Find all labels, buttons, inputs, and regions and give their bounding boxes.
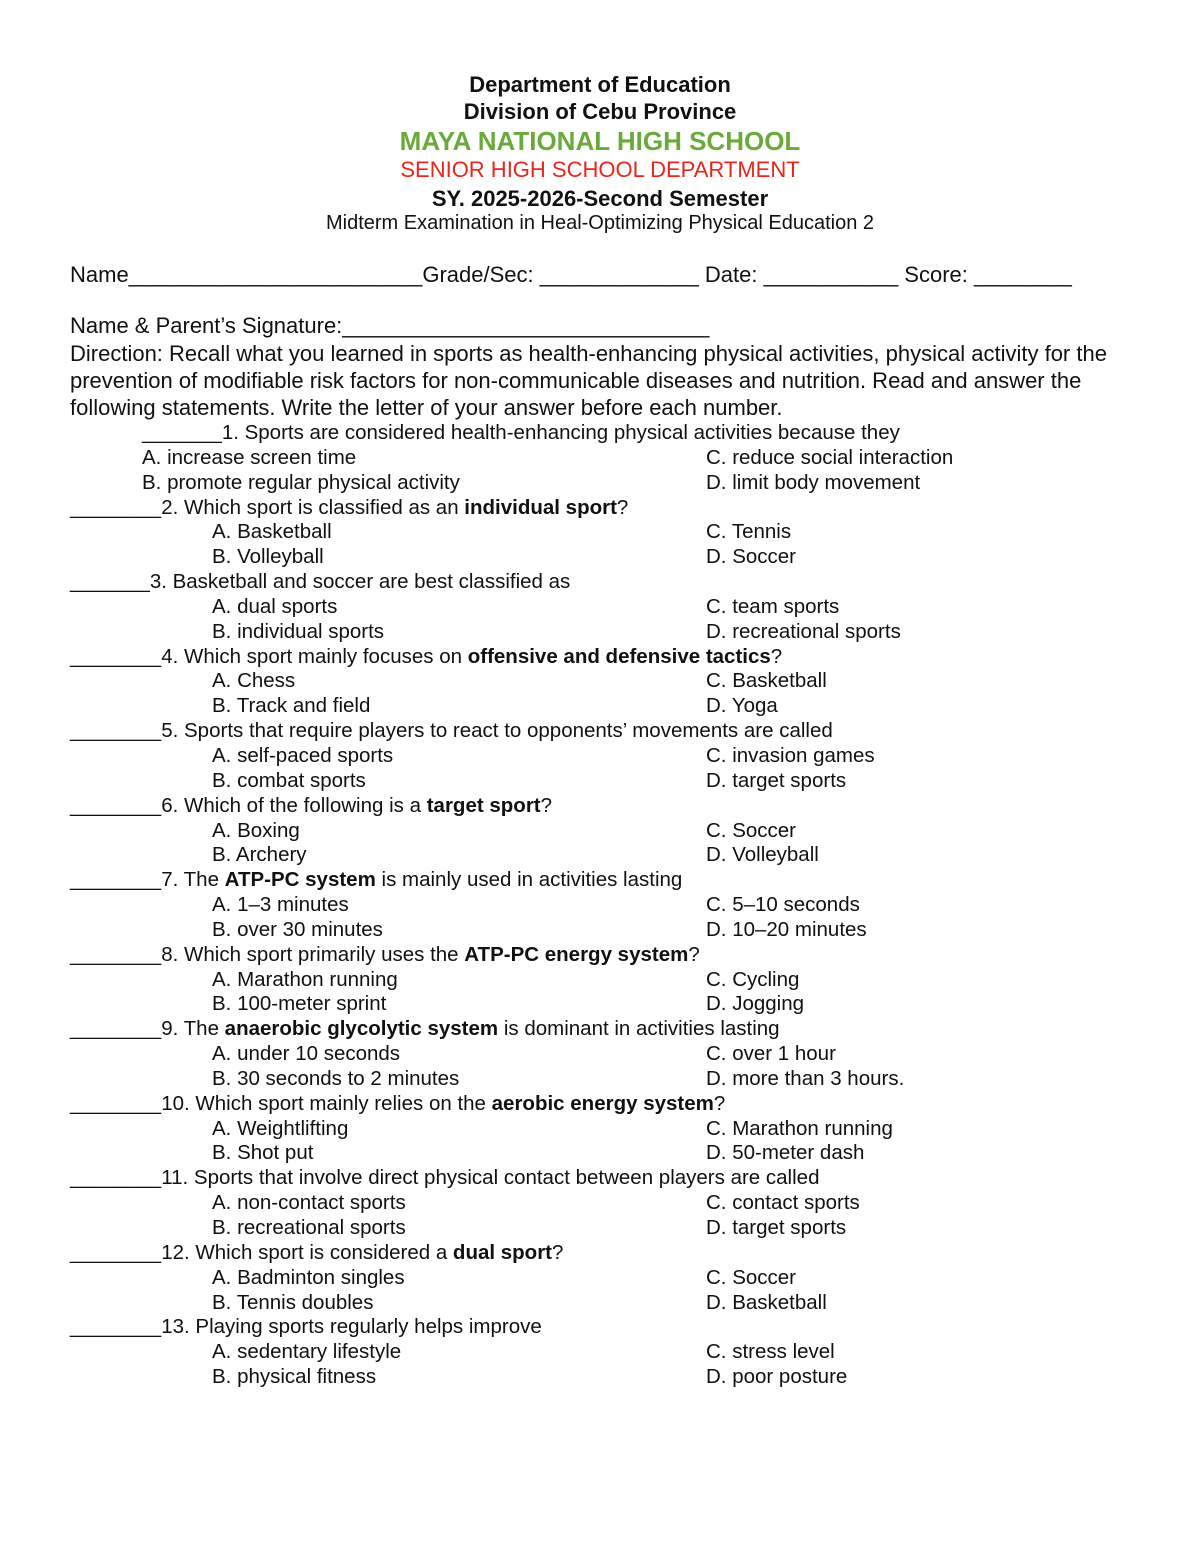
choice-row: [70, 1216, 1150, 1241]
choice-b: B. 100-meter sprint: [212, 992, 387, 1016]
question-stem: [70, 496, 628, 521]
choice-c: C. invasion games: [706, 743, 875, 767]
question-stem: [70, 1241, 563, 1266]
choice-row: [70, 819, 1150, 844]
choice-row: [70, 1266, 1150, 1291]
choice-d: D. poor posture: [706, 1365, 848, 1389]
choice-c: C. Cycling: [706, 967, 800, 991]
answer-blank: ________: [70, 1315, 162, 1339]
choice-b: B. physical fitness: [212, 1365, 377, 1389]
question-3: [70, 570, 1150, 595]
choice-b: B. Tennis doubles: [212, 1290, 374, 1314]
answer-blank: ________: [70, 942, 162, 966]
question-key-term: dual sport: [452, 1240, 553, 1264]
choice-a: A. Chess: [212, 669, 296, 693]
choice-a: A. increase screen time: [142, 445, 357, 469]
question-stem: [70, 1166, 819, 1191]
question-text: 1. Sports are considered health-enhancing physical activities because they: [221, 421, 900, 444]
choice-d: D. target sports: [706, 768, 847, 792]
choice-b: B. over 30 minutes: [212, 917, 383, 941]
question-text: 8. Which sport primarily uses the: [161, 942, 465, 966]
choice-b: B. Volleyball: [212, 545, 324, 569]
directions: Direction: Recall what you learned in sports as health-enhancing physical activities, physical activity for the prevention of modifiable risk factors for non-communicable diseases and nutrition. Read and answer the following statements. Write the letter of your answer before each number.: [70, 341, 1107, 420]
choice-b: B. combat sports: [212, 768, 366, 792]
question-key-term: individual sport: [464, 495, 617, 519]
header-school-name: MAYA NATIONAL HIGH SCHOOL: [399, 126, 801, 156]
choice-a: A. Basketball: [212, 520, 332, 544]
choice-row: [70, 694, 1150, 719]
answer-blank: _______: [70, 570, 150, 594]
question-text: 7. The: [161, 868, 225, 892]
choice-a: A. 1–3 minutes: [212, 893, 349, 917]
choice-b: B. recreational sports: [212, 1216, 406, 1239]
answer-blank: ________: [70, 719, 162, 743]
question-text: 4. Which sport mainly focuses on: [161, 644, 468, 668]
answer-blank: ________: [70, 644, 162, 668]
choice-c: C. reduce social interaction: [706, 445, 954, 469]
question-stem: [70, 645, 782, 670]
question-text-end: ?: [688, 942, 700, 966]
question-text: 12. Which sport is considered a: [161, 1240, 453, 1264]
choice-b: B. 30 seconds to 2 minutes: [212, 1066, 460, 1090]
choice-a: A. Weightlifting: [212, 1116, 349, 1140]
question-stem: [70, 943, 700, 968]
choice-a: A. non-contact sports: [212, 1191, 406, 1215]
answer-blank: _______: [142, 421, 222, 444]
choice-d: D. recreational sports: [706, 619, 901, 643]
answer-blank: ________: [70, 1166, 162, 1190]
question-key-term: anaerobic glycolytic system: [224, 1017, 499, 1041]
header-department-name: SENIOR HIGH SCHOOL DEPARTMENT: [400, 157, 800, 182]
question-stem: [70, 1092, 725, 1117]
question-text-end: ?: [552, 1240, 564, 1264]
answer-blank: ________: [70, 793, 162, 817]
question-text-end: ?: [770, 644, 783, 668]
question-stem: [70, 794, 552, 819]
choice-row: [70, 1042, 1150, 1067]
choice-c: C. over 1 hour: [706, 1042, 836, 1066]
choice-row: [70, 471, 1150, 496]
choice-d: D. limit body movement: [706, 470, 921, 494]
question-12: [70, 1241, 1150, 1266]
question-text-end: ?: [540, 793, 553, 817]
choice-row: [70, 744, 1150, 769]
choice-b: B. Archery: [212, 843, 307, 867]
answer-blank: ________: [70, 1091, 162, 1115]
question-4: [70, 645, 1150, 670]
choice-row: [70, 595, 1150, 620]
question-text: 6. Which of the following is a: [161, 793, 427, 817]
choice-c: C. 5–10 seconds: [706, 893, 860, 917]
choice-d: D. Volleyball: [706, 843, 819, 867]
choice-row: [70, 1067, 1150, 1092]
question-text-end: ?: [616, 495, 629, 519]
question-text: 2. Which sport is classified as an: [161, 495, 465, 519]
header-department: Department of Education: [469, 72, 731, 97]
question-text: 13. Playing sports regularly helps improve: [161, 1315, 542, 1339]
question-5: [70, 719, 1150, 744]
choice-row: [70, 1291, 1150, 1316]
answer-blank: ________: [70, 1240, 162, 1264]
choice-row: [70, 843, 1150, 868]
question-8: [70, 943, 1150, 968]
choice-d: D. target sports: [706, 1216, 847, 1239]
choice-d: D. 50-meter dash: [706, 1141, 865, 1165]
choice-row: [70, 918, 1150, 943]
choice-row: [70, 1141, 1150, 1166]
choice-a: A. Marathon running: [212, 967, 398, 991]
choice-b: B. promote regular physical activity: [142, 470, 460, 494]
question-text-end: is mainly used in activities lasting: [375, 868, 683, 892]
header-division: Division of Cebu Province: [463, 99, 737, 124]
choice-row: [70, 893, 1150, 918]
choice-row: [70, 1365, 1150, 1390]
question-stem: [70, 1017, 780, 1042]
answer-blank: ________: [70, 495, 162, 519]
choice-a: A. Badminton singles: [212, 1265, 405, 1289]
question-10: [70, 1092, 1150, 1117]
question-1: [70, 421, 1150, 446]
choice-row: [70, 968, 1150, 993]
choice-c: C. contact sports: [706, 1191, 860, 1215]
header-exam-title: Midterm Examination in Heal-Optimizing Physical Education 2: [325, 212, 874, 234]
choice-d: D. Soccer: [706, 545, 796, 569]
choice-row: [70, 1340, 1150, 1365]
choice-row: [70, 545, 1150, 570]
choice-a: A. dual sports: [212, 594, 338, 618]
choice-c: C. Basketball: [706, 669, 827, 693]
choice-c: C. Soccer: [706, 818, 796, 842]
choice-a: A. self-paced sports: [212, 743, 394, 767]
choice-row: [70, 769, 1150, 794]
choice-a: A. under 10 seconds: [212, 1042, 401, 1066]
choice-b: B. Shot put: [212, 1141, 314, 1165]
question-stem: [70, 570, 570, 595]
question-7: [70, 868, 1150, 893]
student-info-line: Name________________________Grade/Sec: _____________ Date: ___________ Score: ________: [70, 262, 1072, 287]
question-stem: [142, 421, 900, 446]
question-text: 9. The: [161, 1017, 225, 1041]
question-6: [70, 794, 1150, 819]
choice-row: [70, 1191, 1150, 1216]
question-key-term: offensive and defensive tactics: [467, 644, 771, 668]
choice-c: C. Marathon running: [706, 1116, 893, 1140]
choice-c: C. team sports: [706, 594, 840, 618]
question-text: 5. Sports that require players to react to opponents’ movements are called: [161, 719, 833, 743]
choice-row: [70, 520, 1150, 545]
question-key-term: ATP-PC system: [224, 868, 376, 892]
answer-blank: ________: [70, 868, 162, 892]
question-key-term: aerobic energy system: [491, 1091, 714, 1115]
question-key-term: target sport: [426, 793, 541, 817]
question-9: [70, 1017, 1150, 1042]
choice-a: A. Boxing: [212, 818, 300, 842]
question-text-end: is dominant in activities lasting: [498, 1017, 780, 1041]
choice-row: [70, 446, 1150, 471]
question-stem: [70, 868, 682, 893]
question-key-term: ATP-PC energy system: [464, 942, 689, 966]
choice-b: B. individual sports: [212, 619, 385, 643]
choice-row: [70, 992, 1150, 1017]
question-text: 10. Which sport mainly relies on the: [161, 1091, 492, 1115]
question-stem: [70, 1315, 542, 1340]
question-text: 11. Sports that involve direct physical contact between players are called: [161, 1166, 820, 1190]
choice-c: C. Soccer: [706, 1265, 796, 1289]
question-text-end: ?: [713, 1091, 726, 1115]
header-school-year: SY. 2025-2026-Second Semester: [431, 186, 769, 211]
choice-row: [70, 620, 1150, 645]
choice-d: D. Yoga: [706, 694, 778, 718]
choice-d: D. 10–20 minutes: [706, 917, 867, 941]
question-stem: [70, 719, 833, 744]
choice-c: C. stress level: [706, 1340, 835, 1364]
answer-blank: ________: [70, 1017, 162, 1041]
question-list: [70, 421, 1150, 1390]
choice-d: D. Jogging: [706, 992, 805, 1016]
choice-d: D. Basketball: [706, 1290, 827, 1314]
question-text: 3. Basketball and soccer are best classified as: [149, 570, 571, 594]
choice-d: D. more than 3 hours.: [706, 1066, 905, 1090]
choice-row: [70, 1117, 1150, 1142]
question-11: [70, 1166, 1150, 1191]
choice-c: C. Tennis: [706, 520, 792, 544]
signature-line: Name & Parent’s Signature:______________________________: [70, 313, 710, 338]
question-13: [70, 1315, 1150, 1340]
choice-row: [70, 669, 1150, 694]
question-2: [70, 496, 1150, 521]
choice-a: A. sedentary lifestyle: [212, 1340, 402, 1364]
choice-b: B. Track and field: [212, 694, 371, 718]
